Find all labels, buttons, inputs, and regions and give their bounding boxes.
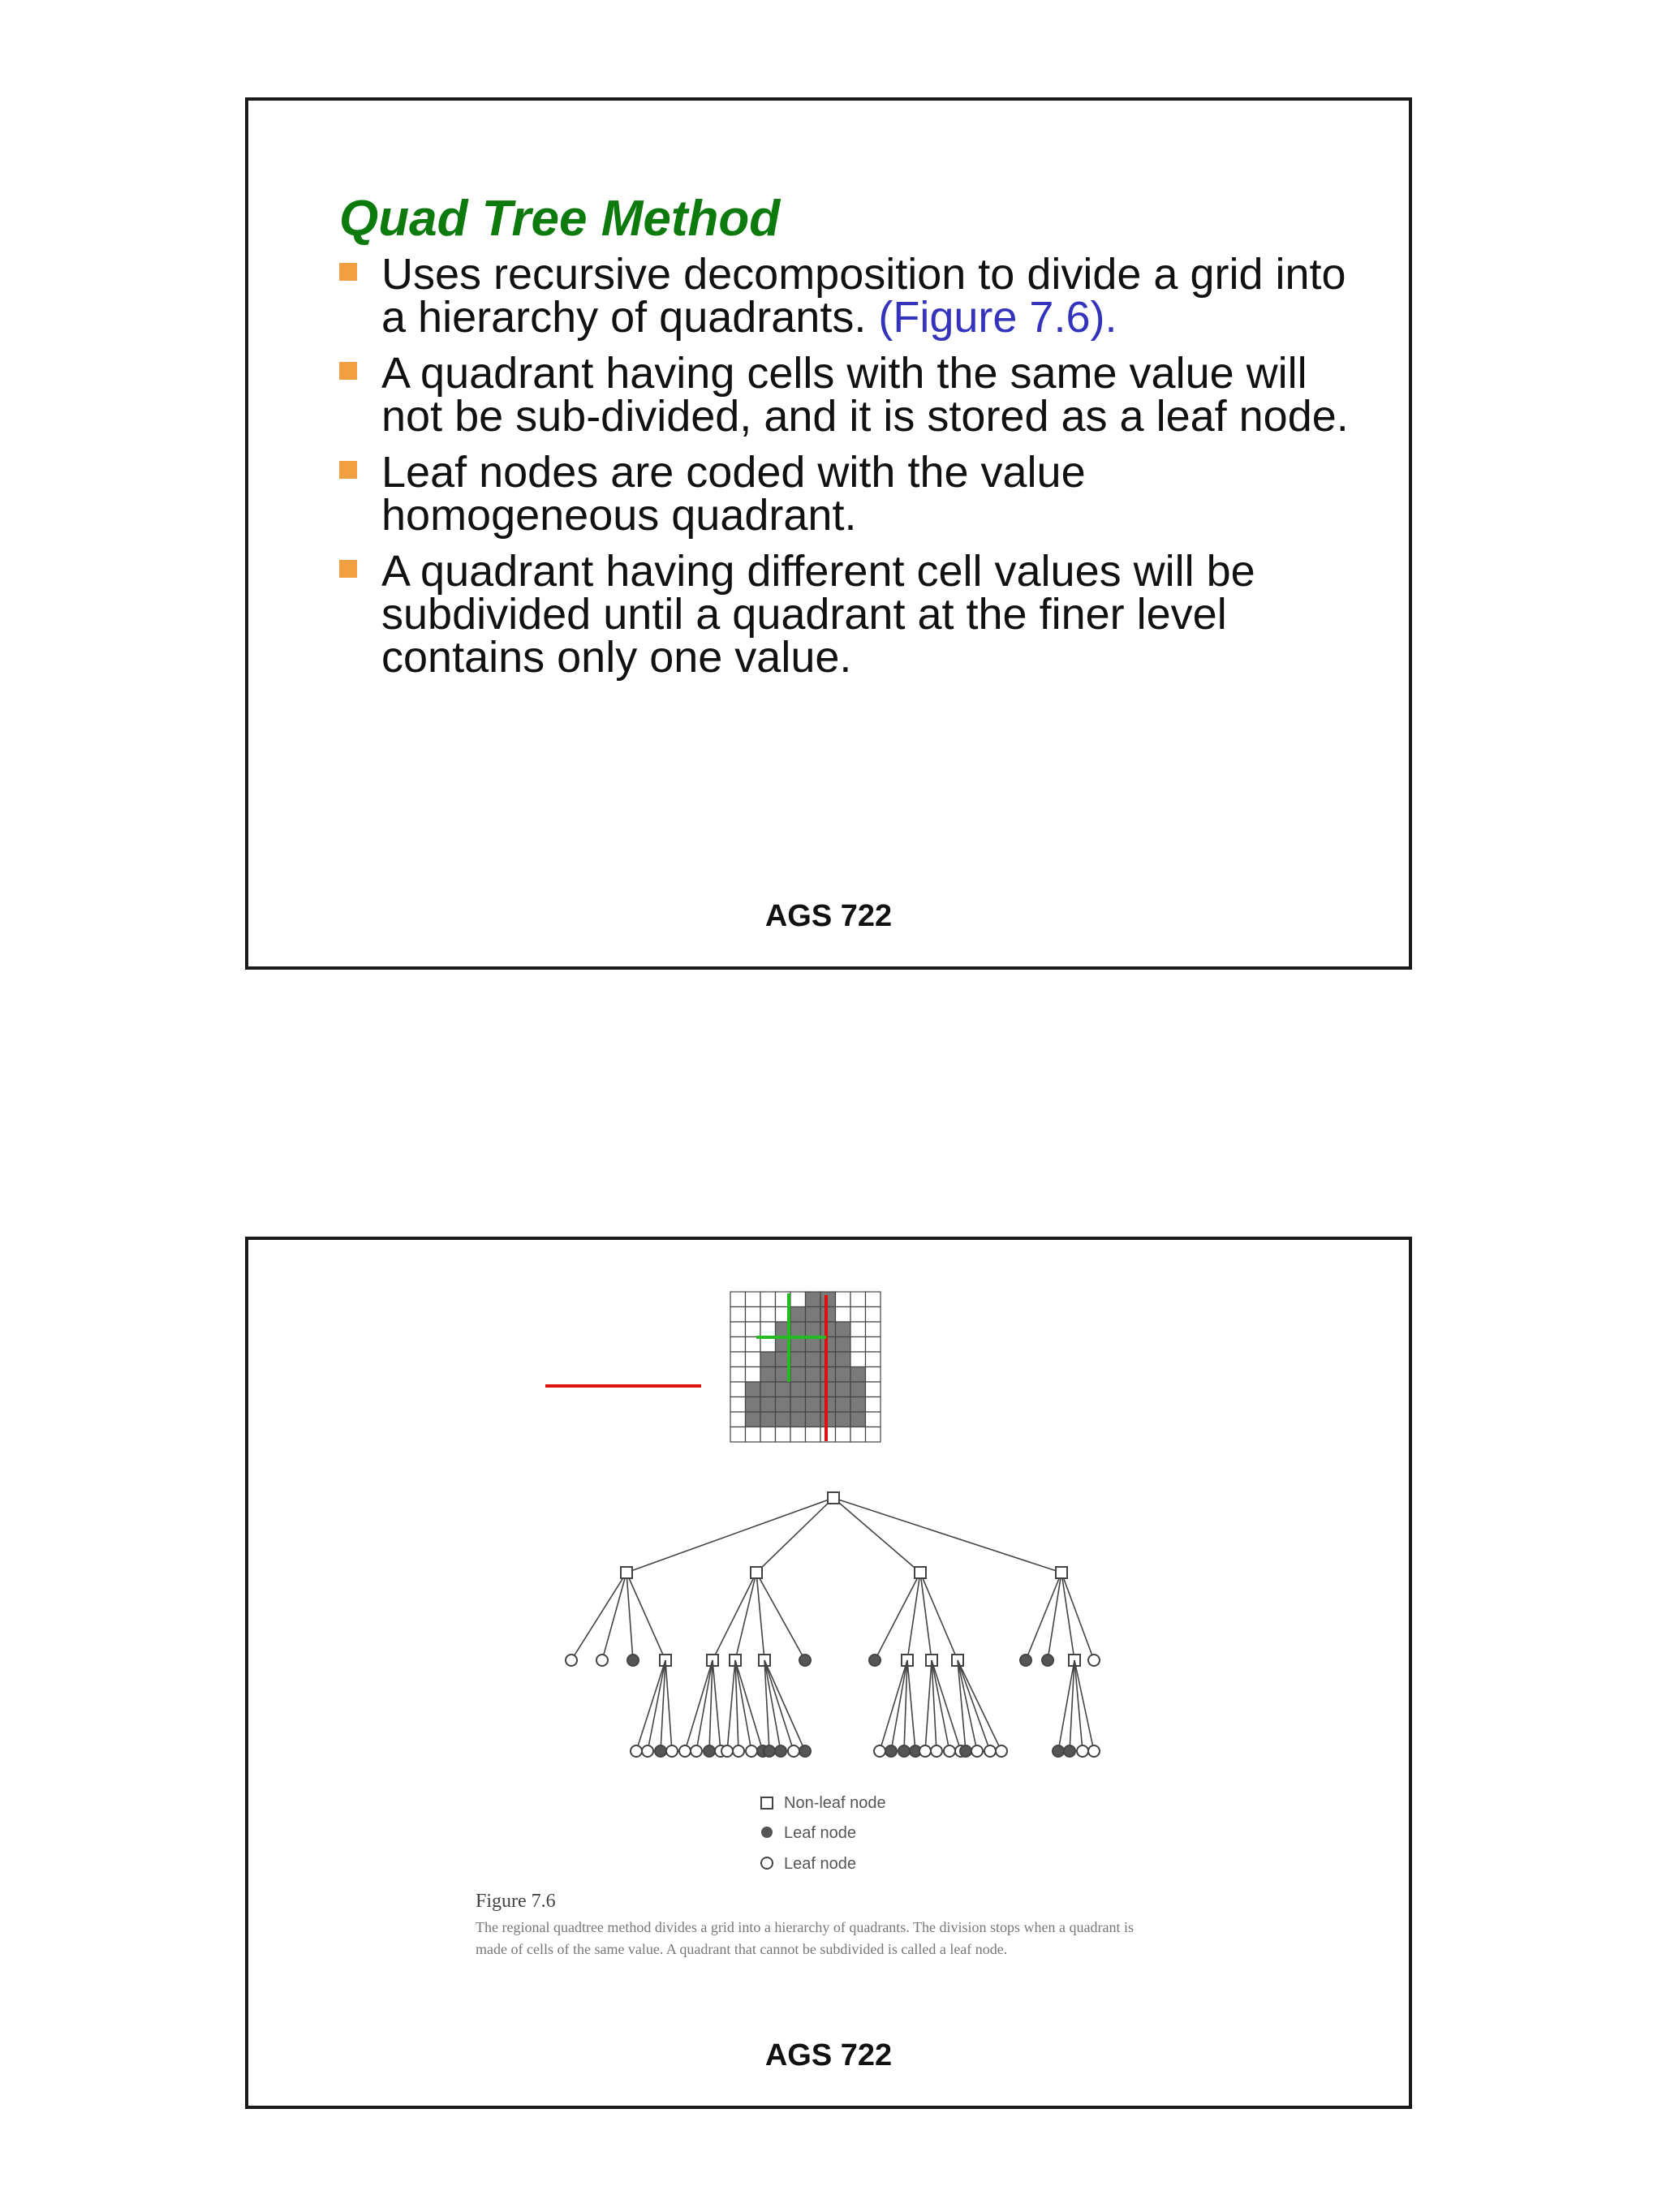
tree-edge	[665, 1660, 672, 1751]
grid-cell	[760, 1352, 776, 1367]
grid-cell	[746, 1427, 761, 1443]
slide-footer: AGS 722	[764, 899, 893, 933]
grid-cell	[866, 1427, 881, 1443]
leaf-node-open	[679, 1745, 691, 1757]
leaf-node-filled	[960, 1745, 971, 1757]
grid-cell	[866, 1367, 881, 1383]
grid-cell	[790, 1322, 806, 1337]
grid-cell	[820, 1427, 836, 1443]
grid-cell	[730, 1367, 746, 1383]
leaf-node-open	[666, 1745, 678, 1757]
grid-cell	[866, 1382, 881, 1397]
tree-edge	[1048, 1573, 1061, 1660]
leaf-node-open	[566, 1655, 577, 1666]
tree-edge	[1061, 1573, 1074, 1660]
grid-cell	[806, 1307, 821, 1323]
grid-cell	[806, 1352, 821, 1367]
leaf-node-open	[721, 1745, 733, 1757]
leaf-node-open	[746, 1745, 757, 1757]
filled-leaf-node-icon	[761, 1827, 773, 1838]
grid-cell	[790, 1292, 806, 1307]
grid-cell	[866, 1292, 881, 1307]
grid-cell	[820, 1322, 836, 1337]
grid-cell	[806, 1322, 821, 1337]
tree-edge	[626, 1498, 833, 1573]
tree-edge	[925, 1660, 932, 1751]
grid-cell	[850, 1427, 866, 1443]
grid-cell	[866, 1337, 881, 1353]
grid-cell	[746, 1367, 761, 1383]
leaf-node-filled	[885, 1745, 897, 1757]
grid-cell	[760, 1412, 776, 1427]
bullet-square-icon	[339, 560, 357, 578]
grid-cell	[806, 1397, 821, 1413]
figure-reference: (Figure 7.6).	[878, 293, 1117, 342]
grid-cell	[866, 1307, 881, 1323]
grid-cell	[836, 1427, 851, 1443]
leaf-node-filled	[1064, 1745, 1075, 1757]
grid-cell	[850, 1322, 866, 1337]
slide-2	[245, 1237, 1412, 2109]
grid-cell	[746, 1292, 761, 1307]
grid-cell	[850, 1337, 866, 1353]
leaf-node-filled	[1053, 1745, 1064, 1757]
grid-cell	[730, 1322, 746, 1337]
grid-cell	[836, 1337, 851, 1353]
leaf-node-open	[984, 1745, 996, 1757]
grid-cell	[806, 1382, 821, 1397]
grid-cell	[866, 1322, 881, 1337]
bullet-square-icon	[339, 263, 357, 281]
grid-cell	[746, 1412, 761, 1427]
leaf-node-open	[931, 1745, 942, 1757]
tree-edge	[907, 1660, 915, 1751]
grid-cell	[790, 1397, 806, 1413]
grid-cell	[806, 1337, 821, 1353]
leaf-node-open	[642, 1745, 653, 1757]
raster-grid	[730, 1292, 881, 1442]
grid-cell	[836, 1367, 851, 1383]
bullet-text: A quadrant having different cell values will be subdivided until a quadrant at the finer level contains only one value.	[381, 547, 1255, 682]
non-leaf-node-icon	[761, 1797, 773, 1809]
grid-cell	[776, 1412, 791, 1427]
grid-cell	[866, 1412, 881, 1427]
bullet-item	[339, 547, 1362, 682]
tree-edge	[833, 1498, 920, 1573]
grid-cell	[790, 1367, 806, 1383]
grid-cell	[820, 1337, 836, 1353]
grid-cell	[850, 1367, 866, 1383]
legend-non-leaf-label: Non-leaf node	[784, 1794, 886, 1812]
grid-cell	[760, 1307, 776, 1323]
leaf-node-open	[1088, 1745, 1100, 1757]
non-leaf-node	[915, 1567, 926, 1578]
grid-cell	[850, 1397, 866, 1413]
grid-cell	[850, 1412, 866, 1427]
slide-footer: AGS 722	[764, 2038, 893, 2072]
bullet-square-icon	[339, 461, 357, 479]
tree-edge	[1074, 1660, 1094, 1751]
legend	[761, 1794, 886, 1873]
bullet-text: Leaf nodes are coded with the value homogeneous quadrant.	[381, 448, 1086, 540]
leaf-node-filled	[1042, 1655, 1053, 1666]
grid-cell	[776, 1397, 791, 1413]
slide-1	[245, 97, 1412, 970]
leaf-node-filled	[627, 1655, 639, 1666]
grid-cell	[790, 1337, 806, 1353]
grid-cell	[730, 1337, 746, 1353]
tree-edge	[1074, 1660, 1083, 1751]
non-leaf-node	[828, 1492, 839, 1504]
leaf-node-filled	[655, 1745, 666, 1757]
leaf-node-open	[1088, 1655, 1100, 1666]
grid-cell	[836, 1382, 851, 1397]
tree-edge	[735, 1573, 756, 1660]
leaf-node-filled	[1020, 1655, 1031, 1666]
grid-cell	[850, 1292, 866, 1307]
leaf-node-filled	[799, 1655, 811, 1666]
leaf-node-filled	[704, 1745, 715, 1757]
leaf-node-filled	[764, 1745, 775, 1757]
bullet-text: A quadrant having cells with the same value will not be sub-divided, and it is stored as a leaf node.	[381, 349, 1349, 441]
grid-cell	[806, 1412, 821, 1427]
tree-edge	[756, 1498, 833, 1573]
grid-cell	[806, 1292, 821, 1307]
figure-caption-line-2: made of cells of the same value. A quadrant that cannot be subdivided is called a leaf node.	[476, 1941, 1008, 1957]
bullet-item	[339, 448, 1362, 540]
grid-cell	[790, 1412, 806, 1427]
leaf-node-open	[971, 1745, 983, 1757]
grid-cell	[776, 1427, 791, 1443]
grid-cell	[760, 1367, 776, 1383]
grid-cell	[836, 1307, 851, 1323]
grid-cell	[836, 1397, 851, 1413]
grid-cell	[746, 1307, 761, 1323]
leaf-node-filled	[898, 1745, 910, 1757]
grid-cell	[760, 1382, 776, 1397]
tree-edge	[1061, 1573, 1094, 1660]
bullet-text: Uses recursive decomposition to divide a grid into a hierarchy of quadrants.	[381, 250, 1346, 342]
grid-cell	[776, 1382, 791, 1397]
grid-cell	[760, 1337, 776, 1353]
legend-open-leaf-label: Leaf node	[784, 1855, 856, 1873]
grid-cell	[820, 1397, 836, 1413]
tree-edge	[713, 1660, 721, 1751]
grid-cell	[730, 1427, 746, 1443]
grid-cell	[760, 1427, 776, 1443]
legend-filled-leaf-label: Leaf node	[784, 1824, 856, 1842]
grid-cell	[790, 1307, 806, 1323]
leaf-node-open	[631, 1745, 642, 1757]
grid-cell	[850, 1352, 866, 1367]
grid-cell	[866, 1352, 881, 1367]
tree-edge	[602, 1573, 626, 1660]
grid-cell	[790, 1352, 806, 1367]
open-leaf-node-icon	[761, 1857, 773, 1869]
grid-cell	[820, 1382, 836, 1397]
grid-cell	[760, 1292, 776, 1307]
leaf-node-open	[788, 1745, 799, 1757]
grid-cell	[746, 1382, 761, 1397]
grid-cell	[850, 1382, 866, 1397]
leaf-node-open	[874, 1745, 885, 1757]
bullet-item	[339, 250, 1362, 342]
leaf-node-open	[996, 1745, 1007, 1757]
grid-cell	[730, 1292, 746, 1307]
grid-cell	[760, 1322, 776, 1337]
figure-caption-title: Figure 7.6	[476, 1891, 556, 1912]
grid-cell	[790, 1427, 806, 1443]
leaf-node-filled	[799, 1745, 811, 1757]
tree-edge	[1026, 1573, 1061, 1660]
leaf-node-open	[1077, 1745, 1088, 1757]
grid-cell	[730, 1382, 746, 1397]
tree-edge	[764, 1660, 805, 1751]
bullet-list	[339, 250, 1362, 692]
bullet-square-icon	[339, 362, 357, 380]
grid-cell	[730, 1412, 746, 1427]
grid-cell	[806, 1427, 821, 1443]
grid-cell	[760, 1397, 776, 1413]
grid-cell	[730, 1307, 746, 1323]
quadtree-diagram	[566, 1492, 1100, 1757]
non-leaf-node	[1056, 1567, 1067, 1578]
grid-cell	[746, 1352, 761, 1367]
grid-cell	[790, 1382, 806, 1397]
grid-cell	[820, 1352, 836, 1367]
non-leaf-node	[751, 1567, 762, 1578]
grid-cell	[746, 1337, 761, 1353]
grid-cell	[730, 1352, 746, 1367]
tree-edge	[713, 1573, 756, 1660]
grid-cell	[866, 1397, 881, 1413]
grid-cell	[806, 1367, 821, 1383]
slide-title: Quad Tree Method	[339, 191, 781, 247]
grid-cell	[746, 1322, 761, 1337]
grid-cell	[820, 1412, 836, 1427]
leaf-node-open	[919, 1745, 931, 1757]
leaf-node-open	[596, 1655, 608, 1666]
leaf-node-filled	[775, 1745, 786, 1757]
grid-cell	[836, 1352, 851, 1367]
non-leaf-node	[621, 1567, 632, 1578]
grid-cell	[836, 1292, 851, 1307]
figure-caption-line-1: The regional quadtree method divides a grid into a hierarchy of quadrants. The division stops when a quadrant is	[476, 1919, 1134, 1935]
grid-cell	[820, 1307, 836, 1323]
grid-cell	[836, 1322, 851, 1337]
tree-edge	[571, 1573, 626, 1660]
grid-cell	[730, 1397, 746, 1413]
grid-cell	[820, 1292, 836, 1307]
grid-cell	[836, 1412, 851, 1427]
leaf-node-open	[691, 1745, 702, 1757]
grid-cell	[746, 1397, 761, 1413]
quadtree-figure	[248, 1240, 1409, 2106]
grid-cell	[850, 1307, 866, 1323]
leaf-node-open	[944, 1745, 955, 1757]
bullet-item	[339, 349, 1362, 441]
leaf-node-filled	[869, 1655, 881, 1666]
tree-edge	[833, 1498, 1061, 1573]
tree-edge	[727, 1660, 735, 1751]
grid-cell	[820, 1367, 836, 1383]
leaf-node-open	[733, 1745, 744, 1757]
